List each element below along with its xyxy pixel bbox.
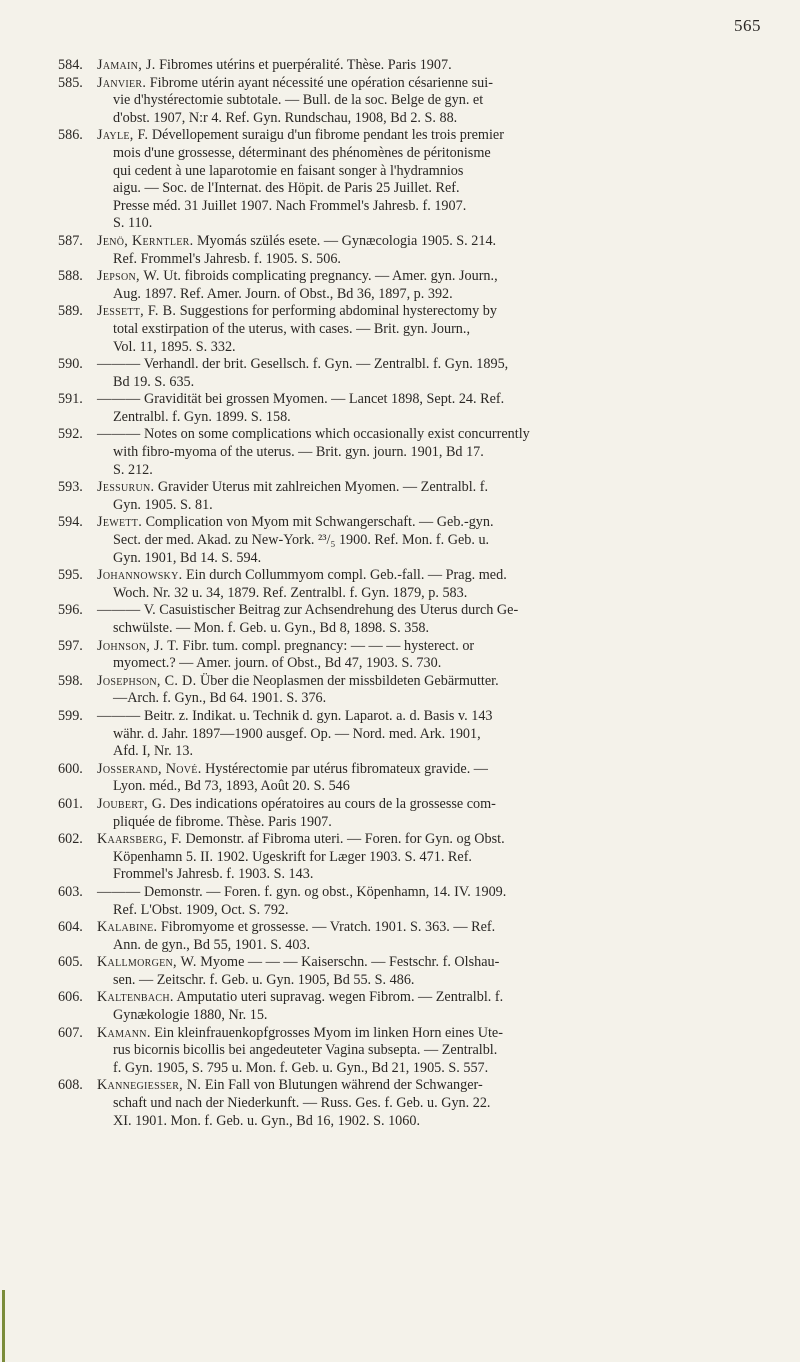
entry-line: sen. — Zeitschr. f. Geb. u. Gyn. 1905, Bd 55. S. 486. [113, 971, 415, 988]
entry-line: Aug. 1897. Ref. Amer. Journ. of Obst., Bd 36, 1897, p. 392. [113, 285, 453, 302]
entry-number: 605. [58, 954, 83, 971]
entry-title: Demonstr. — Foren. f. gyn. og obst., Köpenhamn, 14. IV. 1909. [144, 883, 507, 900]
entry-title: V. Casuistischer Beitrag zur Achsendrehung des Uterus durch Ge- [143, 602, 519, 619]
entry-number: 591. [58, 391, 83, 408]
entry-number: 592. [58, 426, 83, 443]
entry-title: Hystérectomie par utérus fibromateux gravide. — [205, 760, 488, 777]
entry-number: 588. [58, 268, 83, 285]
entry-author: Kamann. [97, 1024, 151, 1041]
bibliography-entry [0, 233, 800, 268]
entry-author: ——— [97, 426, 141, 443]
entry-number: 607. [58, 1024, 83, 1041]
entry-number: 587. [58, 232, 83, 249]
entry-line: —Arch. f. Gyn., Bd 64. 1901. S. 376. [113, 690, 327, 707]
entry-line: rus bicornis bicollis bei angedeuteter Vagina subsepta. — Zentralbl. [113, 1042, 498, 1059]
entry-text [97, 1025, 748, 1078]
entry-title: Über die Neoplasmen der missbildeten Gebärmutter. [200, 672, 499, 689]
bibliography-entry [0, 954, 800, 989]
entry-line: Sect. der med. Akad. zu New-York. ²³/₅ 1900. Ref. Mon. f. Geb. u. [113, 532, 490, 549]
bibliography-entry [0, 426, 800, 479]
entry-title: Gravider Uterus mit zahlreichen Myomen. — Zentralbl. f. [157, 479, 489, 496]
bibliography-list [0, 57, 800, 1130]
entry-author: ——— [97, 602, 141, 619]
entry-number: 590. [58, 356, 83, 373]
entry-author: Jenö, Kerntler. [97, 232, 194, 249]
entry-title: Notes on some complications which occasionally exist concurrently [144, 426, 530, 443]
entry-line [97, 638, 748, 656]
entry-title: Des indications opératoires au cours de la grossesse com- [169, 795, 496, 812]
entry-text [97, 268, 748, 303]
entry-title: Ein Fall von Blutungen während der Schwanger- [204, 1077, 483, 1094]
entry-title: Gravidität bei grossen Myomen. — Lancet 1898, Sept. 24. Ref. [144, 391, 505, 408]
entry-title: Fibromyome et grossesse. — Vratch. 1901. S. 363. — Ref. [160, 919, 496, 936]
entry-line: Presse méd. 31 Juillet 1907. Nach Frommel's Jahresb. f. 1907. [113, 197, 467, 214]
bibliography-entry [0, 708, 800, 761]
entry-line [97, 1025, 748, 1043]
entry-title: Ein kleinfrauenkopfgrosses Myom im linken Horn eines Ute- [154, 1024, 503, 1041]
entry-line: Zentralbl. f. Gyn. 1899. S. 158. [113, 408, 291, 425]
entry-line: with fibro-myoma of the uterus. — Brit. gyn. journ. 1901, Bd 17. [113, 444, 484, 461]
entry-title: Verhandl. der brit. Gesellsch. f. Gyn. — Zentralbl. f. Gyn. 1895, [143, 356, 509, 373]
entry-author: Kaarsberg, F. [97, 831, 182, 848]
bibliography-entry [0, 268, 800, 303]
entry-number: 594. [58, 514, 83, 531]
entry-line: vie d'hystérectomie subtotale. — Bull. de la soc. Belge de gyn. et [113, 92, 484, 109]
bibliography-entry [0, 831, 800, 884]
entry-line [97, 831, 748, 849]
entry-number: 589. [58, 303, 83, 320]
entry-line [97, 127, 748, 145]
entry-text [97, 514, 748, 567]
bibliography-entry [0, 602, 800, 637]
bibliography-entry [0, 356, 800, 391]
entry-line: Gyn. 1901, Bd 14. S. 594. [113, 549, 262, 566]
entry-text [97, 75, 748, 128]
entry-line: Ann. de gyn., Bd 55, 1901. S. 403. [113, 936, 311, 953]
bibliography-entry [0, 761, 800, 796]
entry-text [97, 356, 748, 391]
entry-text [97, 602, 748, 637]
entry-line [97, 233, 748, 251]
entry-text [97, 673, 748, 708]
entry-line: d'obst. 1907, N:r 4. Ref. Gyn. Rundschau, 1908, Bd 2. S. 88. [113, 109, 458, 126]
entry-number: 595. [58, 567, 83, 584]
entry-author: Janvier. [97, 74, 147, 91]
entry-number: 584. [58, 57, 83, 73]
entry-title: Fibromes utérins et puerpéralité. Thèse. Paris 1907. [159, 57, 452, 73]
bibliography-entry [0, 989, 800, 1024]
entry-text [97, 426, 748, 479]
entry-text [97, 761, 748, 796]
entry-line: S. 110. [113, 215, 153, 232]
entry-line: Lyon. méd., Bd 73, 1893, Août 20. S. 546 [113, 778, 350, 795]
entry-line [97, 954, 748, 972]
entry-title: Suggestions for performing abdominal hysterectomy by [179, 303, 497, 320]
entry-line: XI. 1901. Mon. f. Geb. u. Gyn., Bd 16, 1902. S. 1060. [113, 1112, 420, 1129]
entry-number: 585. [58, 74, 83, 91]
entry-line: total exstirpation of the uterus, with cases. — Brit. gyn. Journ., [113, 320, 470, 337]
entry-title: Dévellopement suraigu d'un fibrome pendant les trois premier [151, 127, 504, 144]
entry-text [97, 954, 748, 989]
entry-author: Johannowsky. [97, 567, 183, 584]
entry-title: Ein durch Collummyom compl. Geb.-fall. — Prag. med. [186, 567, 507, 584]
bibliography-entry [0, 884, 800, 919]
entry-line [97, 268, 748, 286]
entry-number: 602. [58, 831, 83, 848]
entry-author: Kaltenbach. [97, 989, 174, 1006]
entry-author: Johnson, J. T. [97, 637, 180, 654]
entry-line: f. Gyn. 1905, S. 795 u. Mon. f. Geb. u. Gyn., Bd 21, 1905. S. 557. [113, 1059, 489, 1076]
entry-line: Bd 19. S. 635. [113, 373, 195, 390]
entry-number: 597. [58, 637, 83, 654]
entry-text [97, 233, 748, 268]
entry-text [97, 127, 748, 233]
entry-title: Ut. fibroids complicating pregnancy. — Amer. gyn. Journ., [163, 268, 498, 285]
entry-line [97, 356, 748, 374]
entry-text [97, 391, 748, 426]
entry-line [97, 514, 748, 532]
bibliography-entry [0, 673, 800, 708]
entry-author: Josephson, C. D. [97, 672, 197, 689]
bibliography-entry [0, 479, 800, 514]
entry-author: Joubert, G. [97, 795, 167, 812]
entry-text [97, 831, 748, 884]
entry-text [97, 989, 748, 1024]
entry-line [97, 761, 748, 779]
entry-title: Demonstr. af Fibroma uteri. — Foren. for Gyn. og Obst. [185, 831, 505, 848]
entry-line: pliquée de fibrome. Thèse. Paris 1907. [113, 813, 332, 830]
entry-line [97, 708, 748, 726]
bibliography-entry [0, 75, 800, 128]
entry-line: Vol. 11, 1895. S. 332. [113, 338, 236, 355]
entry-number: 599. [58, 707, 83, 724]
entry-line: Woch. Nr. 32 u. 34, 1879. Ref. Zentralbl. f. Gyn. 1879, p. 583. [113, 584, 468, 601]
bibliography-entry [0, 919, 800, 954]
entry-line: Ref. Frommel's Jahresb. f. 1905. S. 506. [113, 250, 341, 267]
bibliography-entry [0, 514, 800, 567]
entry-text [97, 479, 748, 514]
bibliography-entry [0, 1077, 800, 1130]
entry-author: Kannegiesser, N. [97, 1077, 202, 1094]
entry-line [97, 479, 748, 497]
entry-author: Jessurun. [97, 479, 155, 496]
entry-line [97, 602, 748, 620]
entry-title: Myome — — — Kaiserschn. — Festschr. f. Olshau- [200, 954, 500, 971]
entry-line [97, 57, 748, 75]
entry-text [97, 708, 748, 761]
entry-line: Afd. I, Nr. 13. [113, 743, 193, 760]
entry-line [97, 796, 748, 814]
entry-line [97, 989, 748, 1007]
bibliography-entry [0, 1025, 800, 1078]
entry-line [97, 919, 748, 937]
entry-line: Köpenhamn 5. II. 1902. Ugeskrift for Læger 1903. S. 471. Ref. [113, 848, 472, 865]
entry-line [97, 303, 748, 321]
entry-line [97, 567, 748, 585]
entry-title: Amputatio uteri supravag. wegen Fibrom. — Zentralbl. f. [176, 989, 504, 1006]
entry-line: Frommel's Jahresb. f. 1903. S. 143. [113, 866, 314, 883]
entry-title: Fibrome utérin ayant nécessité une opération césarienne sui- [149, 74, 493, 91]
entry-title: Complication von Myom mit Schwangerschaft. — Geb.-gyn. [145, 514, 494, 531]
entry-line: Gyn. 1905. S. 81. [113, 496, 213, 513]
entry-text [97, 567, 748, 602]
entry-text [97, 638, 748, 673]
bibliography-entry [0, 391, 800, 426]
entry-number: 601. [58, 795, 83, 812]
entry-author: Jessett, F. B. [97, 303, 177, 320]
entry-author: ——— [97, 707, 141, 724]
entry-line: qui cedent à une laparotomie en faisant songer à l'hydramnios [113, 162, 464, 179]
bibliography-entry [0, 303, 800, 356]
entry-author: ——— [97, 356, 141, 373]
entry-text [97, 796, 748, 831]
entry-number: 598. [58, 672, 83, 689]
entry-author: Jewett. [97, 514, 143, 531]
entry-line: mois d'une grossesse, déterminant des phénomènes de péritonisme [113, 144, 491, 161]
entry-author: Kallmorgen, W. [97, 954, 197, 971]
entry-number: 586. [58, 127, 83, 144]
entry-line: schwülste. — Mon. f. Geb. u. Gyn., Bd 8, 1898. S. 358. [113, 620, 430, 636]
entry-line [97, 673, 748, 691]
entry-title: Beitr. z. Indikat. u. Technik d. gyn. Laparot. a. d. Basis v. 143 [144, 707, 493, 724]
entry-author: ——— [97, 883, 141, 900]
entry-number: 600. [58, 760, 83, 777]
entry-author: Josserand, Nové. [97, 760, 202, 777]
entry-author: Kalabine. [97, 919, 158, 936]
entry-line [97, 884, 748, 902]
bibliography-entry [0, 638, 800, 673]
bibliography-entry [0, 796, 800, 831]
page-edge-mark [2, 1290, 5, 1362]
entry-number: 608. [58, 1077, 83, 1094]
entry-line: schaft und nach der Niederkunft. — Russ. Ges. f. Geb. u. Gyn. 22. [113, 1095, 491, 1112]
entry-number: 593. [58, 479, 83, 496]
entry-line: währ. d. Jahr. 1897—1900 ausgef. Op. — Nord. med. Ark. 1901, [113, 725, 481, 742]
entry-number: 604. [58, 919, 83, 936]
entry-author: Jayle, F. [97, 127, 149, 144]
bibliography-entry [0, 567, 800, 602]
entry-line: Ref. L'Obst. 1909, Oct. S. 792. [113, 901, 289, 918]
entry-text [97, 884, 748, 919]
entry-text [97, 919, 748, 954]
entry-line: aigu. — Soc. de l'Internat. des Höpit. de Paris 25 Juillet. Ref. [113, 180, 460, 197]
entry-author: ——— [97, 391, 141, 408]
entry-line: myomect.? — Amer. journ. of Obst., Bd 47, 1903. S. 730. [113, 655, 442, 672]
entry-text [97, 303, 748, 356]
entry-line [97, 1077, 748, 1095]
entry-number: 596. [58, 602, 83, 619]
page-number: 565 [734, 16, 761, 35]
entry-text [97, 1077, 748, 1130]
bibliography-entry [0, 57, 800, 75]
entry-author: Jamain, J. [97, 57, 156, 73]
entry-number: 603. [58, 883, 83, 900]
entry-title: Myomás szülés esete. — Gynæcologia 1905. S. 214. [197, 232, 497, 249]
bibliography-entry [0, 127, 800, 233]
entry-text [97, 57, 748, 75]
entry-title: Fibr. tum. compl. pregnancy: — — — hysterect. or [182, 637, 475, 654]
entry-line [97, 391, 748, 409]
entry-line: S. 212. [113, 461, 153, 478]
entry-line [97, 426, 748, 444]
entry-author: Jepson, W. [97, 268, 160, 285]
entry-line: Gynækologie 1880, Nr. 15. [113, 1007, 268, 1024]
entry-number: 606. [58, 989, 83, 1006]
entry-line [97, 75, 748, 93]
